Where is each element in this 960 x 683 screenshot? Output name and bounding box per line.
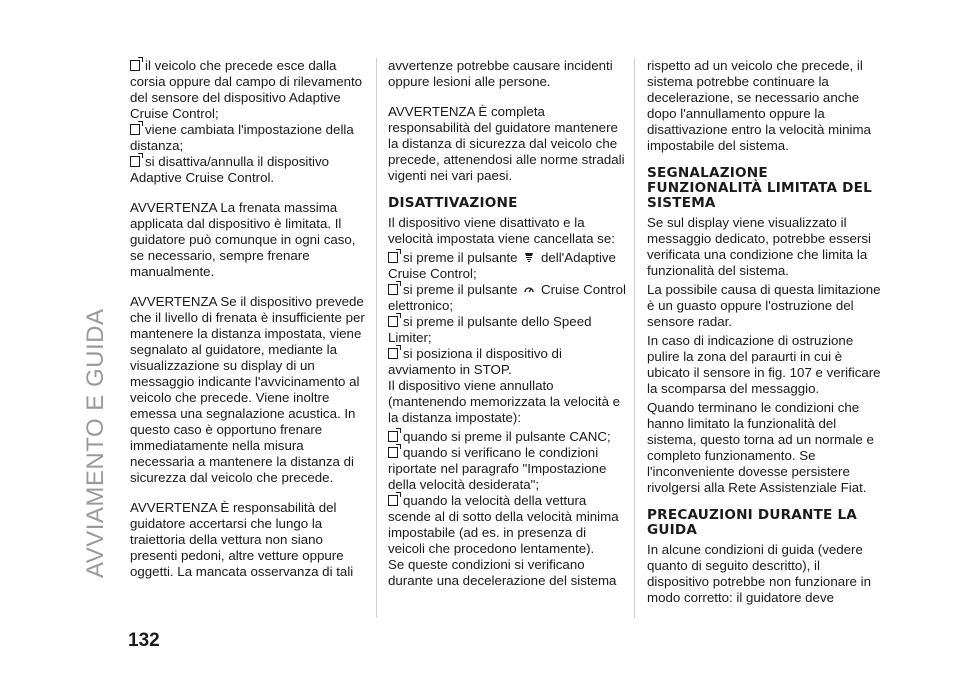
section-heading: SEGNALAZIONE FUNZIONALITÀ LIMITATA DEL SISTEMA <box>647 165 872 211</box>
paragraph: Quando terminano le condizioni che hanno limitato la funzionalità del sistema, questo torna ad un normale e completo funzionamento. Se l'inconveniente dovesse persistere rivolgersi alla Rete Assistenziale Fiat. <box>647 400 874 495</box>
list-item: quando si preme il pulsante CANC; <box>388 429 626 445</box>
adaptive-cruise-button-icon <box>523 251 535 263</box>
chapter-side-tab <box>74 40 124 610</box>
list-item: si preme il pulsante Cruise Control elettronico; <box>388 282 626 313</box>
bullet-icon <box>388 252 398 263</box>
cruise-control-button-icon <box>523 283 535 295</box>
bullet-icon <box>388 431 398 442</box>
paragraph: avvertenze potrebbe causare incidenti oppure lesioni alle persone. <box>388 58 613 89</box>
list-item: viene cambiata l'impostazione della distanza; <box>130 122 354 153</box>
column-1 <box>130 58 368 583</box>
section-heading: PRECAUZIONI DURANTE LA GUIDA <box>647 507 858 538</box>
list-item: quando la velocità della vettura scende al di sotto della velocità minima impostabile (ad es. in presenza di veicoli che procedono lentamente). <box>388 493 619 556</box>
bullet-icon <box>388 348 398 359</box>
warning-paragraph: AVVERTENZA La frenata massima applicata dal dispositivo è limitata. Il guidatore può comunque in ogni caso, se necessario, sempre frenare manualmente. <box>130 200 356 279</box>
list-item: si posiziona il dispositivo di avviamento in STOP. <box>388 346 562 377</box>
bullet-icon <box>388 447 398 458</box>
paragraph: Se sul display viene visualizzato il messaggio dedicato, potrebbe essersi verificata una condizione che limita la funzionalità del sistema. <box>647 215 871 278</box>
column-divider <box>634 58 635 618</box>
bullet-icon <box>130 60 140 71</box>
bullet-icon <box>388 316 398 327</box>
paragraph: rispetto ad un veicolo che precede, il sistema potrebbe continuare la decelerazione, se necessario anche dopo l'annullamento oppure la disattivazione entro la velocità minima impostabile del sistema. <box>647 58 871 153</box>
paragraph: Il dispositivo viene annullato (mantenendo memorizzata la velocità e la distanza impostate): <box>388 378 621 425</box>
paragraph: In caso di indicazione di ostruzione pulire la zona del paraurti in cui è ubicato il sensore in fig. 107 e verificare la scomparsa del messaggio. <box>647 333 881 396</box>
paragraph: La possibile causa di questa limitazione è un guasto oppure l'ostruzione del sensore radar. <box>647 282 881 329</box>
section-heading: DISATTIVAZIONE <box>388 195 518 211</box>
warning-paragraph: AVVERTENZA È responsabilità del guidatore accertarsi che lungo la traiettoria della vettura non siano presenti pedoni, altre vetture oppure oggetti. La mancata osservanza di tali <box>130 500 354 579</box>
paragraph: Il dispositivo viene disattivato e la velocità impostata viene cancellata se: <box>388 215 615 246</box>
list-item: si preme il pulsante dello Speed Limiter; <box>388 314 592 345</box>
chapter-label: AVVIAMENTO E GUIDA <box>82 308 109 578</box>
column-2 <box>388 58 626 592</box>
paragraph: Se queste condizioni si verificano durante una decelerazione del sistema <box>388 557 617 588</box>
bullet-icon <box>130 156 140 167</box>
paragraph: In alcune condizioni di guida (vedere quanto di seguito descritto), il dispositivo potrebbe non funzionare in modo corretto: il guidatore deve <box>647 542 871 605</box>
list-item: si disattiva/annulla il dispositivo Adaptive Cruise Control. <box>130 154 330 185</box>
page-number: 132 <box>128 630 160 651</box>
warning-paragraph: AVVERTENZA È completa responsabilità del guidatore mantenere la distanza di sicurezza dal veicolo che precede, attenendosi alle norme stradali vigenti nei vari paesi. <box>388 104 625 183</box>
list-item: quando si verificano le condizioni riportate nel paragrafo "Impostazione della velocità desiderata"; <box>388 445 607 492</box>
column-divider <box>376 58 377 618</box>
bullet-icon <box>388 495 398 506</box>
bullet-icon <box>388 284 398 295</box>
list-item: si preme il pulsante dell'Adaptive Cruise Control; <box>388 250 616 281</box>
warning-paragraph: AVVERTENZA Se il dispositivo prevede che il livello di frenata è insufficiente per mantenere la distanza impostata, viene segnalato al guidatore, mediante la visualizzazione su display di un messaggio indicante l'avvicinamento al veicolo che precede. Viene inoltre emessa una segnalazione acustica. In questo caso è opportuno frenare immediatamente nella misura necessaria a mantenere la distanza di sicurezza dal veicolo che precede. <box>130 294 365 485</box>
bullet-icon <box>130 124 140 135</box>
column-3 <box>647 58 885 609</box>
list-item: il veicolo che precede esce dalla corsia oppure dal campo di rilevamento del sensore del dispositivo Adaptive Cruise Control; <box>130 58 363 121</box>
